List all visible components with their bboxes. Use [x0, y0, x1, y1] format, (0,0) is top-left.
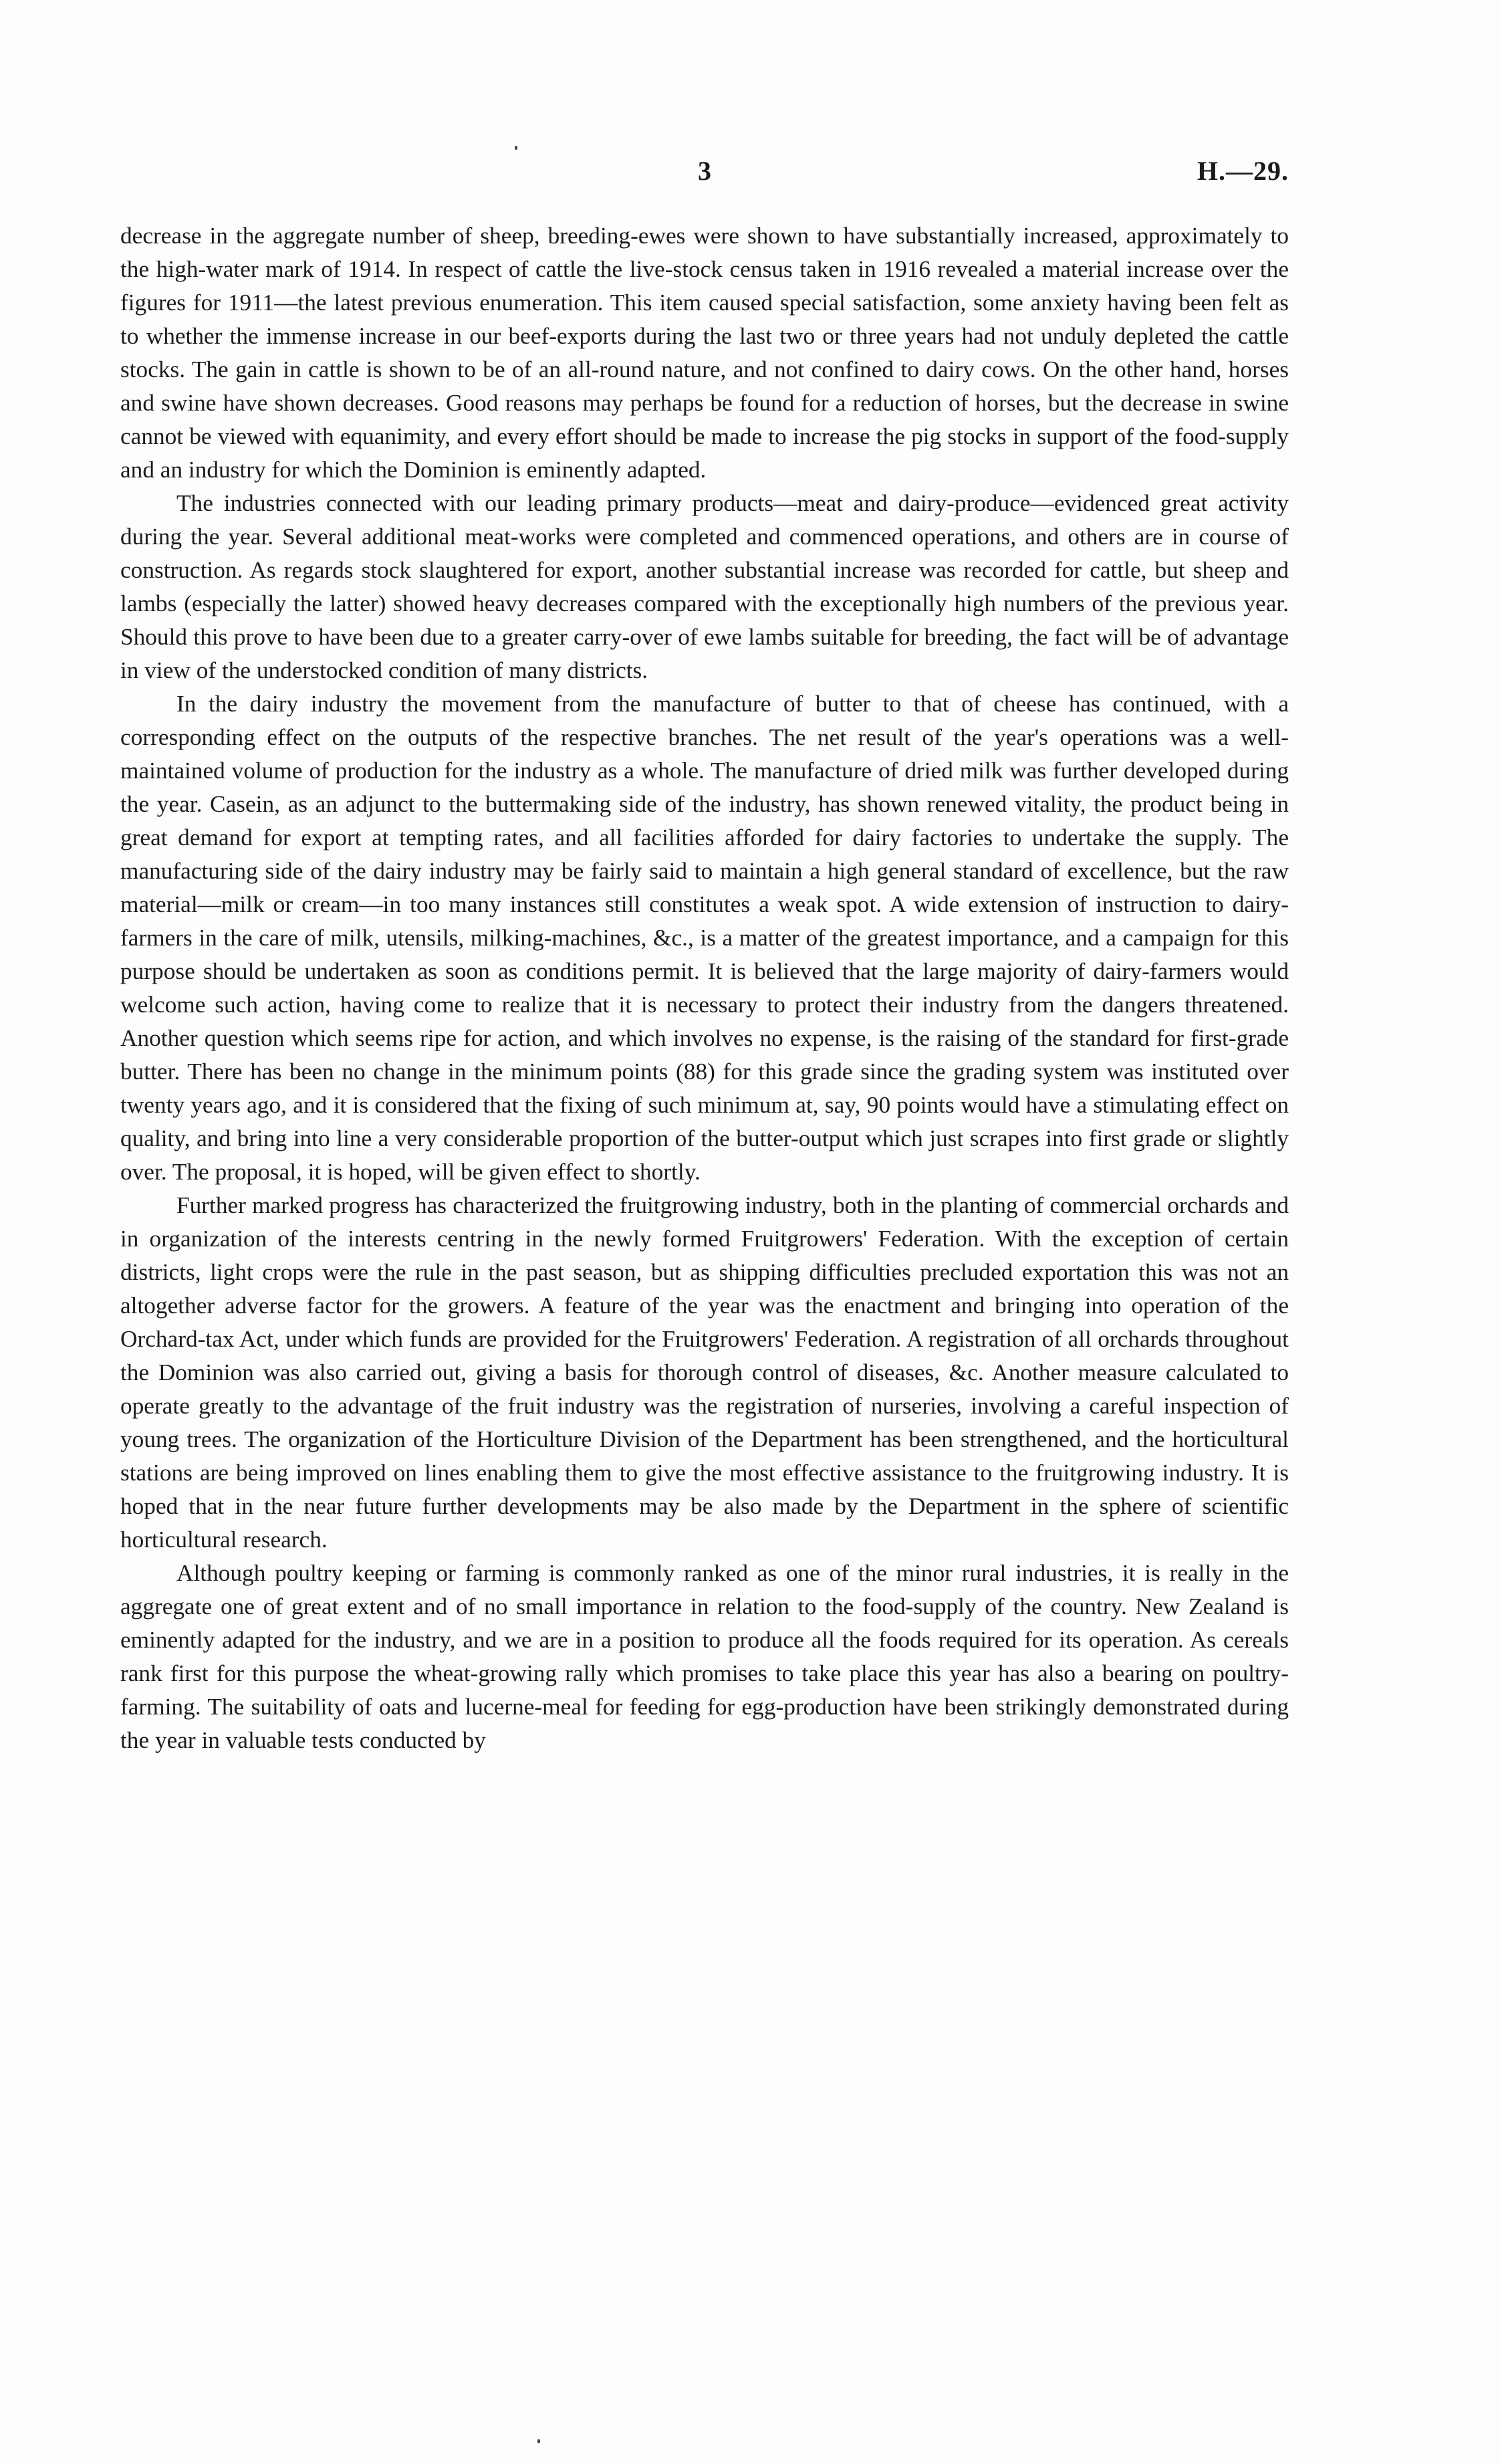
paragraph-meat-dairy: The industries connected with our leading primary products—meat and dairy-produce—evidenced great activity during the year. Several additional meat-works were completed and commenced operations, and others are in course of construction. As regards stock slaughtered for export, another substantial increase was recorded for cattle, but sheep and lambs (especially the latter) showed heavy decreases compared with the exceptionally high numbers of the previous year. Should this prove to have been due to a greater carry-over of ewe lambs suitable for breeding, the fact will be of advantage in view of the understocked condition of many districts.: [120, 490, 1289, 683]
paragraph-fruitgrowing: Further marked progress has characterized the fruitgrowing industry, both in the planting of commercial orchards and in organization of the interests centring in the newly formed Fruitgrowers' Federation. With the exception of certain districts, light crops were the rule in the past season, but as shipping difficulties precluded exportation this was not an altogether adverse factor for the growers. A feature of the year was the enactment and bringing into operation of the Orchard-tax Act, under which funds are provided for the Fruitgrowers' Federation. A registration of all orchards throughout the Dominion was also carried out, giving a basis for thorough control of diseases, &c. Another measure calculated to operate greatly to the advantage of the fruit industry was the registration of nurseries, involving a careful inspection of young trees. The organization of the Horticulture Division of the Department has been strengthened, and the horticultural stations are being improved on lines enabling them to give the most effective assistance to the fruitgrowing industry. It is hoped that in the near future further developments may be also made by the Department in the sphere of scientific horticultural research.: [120, 1192, 1289, 1553]
document-reference: H.—29.: [1197, 156, 1289, 186]
page-header: [120, 155, 1289, 195]
paragraph-dairy-industry: In the dairy industry the movement from the manufacture of butter to that of cheese has continued, with a corresponding effect on the outputs of the respective branches. The net result of the year's operations was a well-maintained volume of production for the industry as a whole. The manufacture of dried milk was further developed during the year. Casein, as an adjunct to the buttermaking side of the industry, has shown renewed vitality, the product being in great demand for export at tempting rates, and all facilities afforded for dairy factories to undertake the supply. The manufacturing side of the dairy industry may be fairly said to maintain a high general standard of excellence, but the raw material—milk or cream—in too many instances still constitutes a weak spot. A wide extension of instruction to dairy-farmers in the care of milk, utensils, milking-machines, &c., is a matter of the greatest importance, and a campaign for this purpose should be undertaken as soon as conditions permit. It is believed that the large majority of dairy-farmers would welcome such action, having come to realize that it is necessary to protect their industry from the dangers threatened. Another question which seems ripe for action, and which involves no expense, is the raising of the standard for first-grade butter. There has been no change in the minimum points (88) for this grade since the grading system was instituted over twenty years ago, and it is considered that the fixing of such minimum at, say, 90 points would have a stimulating effect on quality, and bring into line a very considerable proportion of the butter-output which just scrapes into first grade or slightly over. The proposal, it is hoped, will be given effect to shortly.: [120, 691, 1289, 1185]
ink-speck: [537, 2439, 540, 2443]
body-text: [120, 219, 1289, 1757]
paragraph-livestock: decrease in the aggregate number of sheep, breeding-ewes were shown to have substantially increased, approximately to the high-water mark of 1914. In respect of cattle the live-stock census taken in 1916 revealed a material increase over the figures for 1911—the latest previous enumeration. This item caused special satisfaction, some anxiety having been felt as to whether the immense increase in our beef-exports during the last two or three years had not unduly depleted the cattle stocks. The gain in cattle is shown to be of an all-round nature, and not confined to dairy cows. On the other hand, horses and swine have shown decreases. Good reasons may perhaps be found for a reduction of horses, but the decrease in swine cannot be viewed with equanimity, and every effort should be made to increase the pig stocks in support of the food-supply and an industry for which the Dominion is eminently adapted.: [120, 223, 1289, 483]
ink-speck: [515, 146, 517, 150]
page-number: 3: [698, 156, 711, 186]
paragraph-poultry: Although poultry keeping or farming is commonly ranked as one of the minor rural industries, it is really in the aggregate one of great extent and of no small importance in relation to the food-supply of the country. New Zealand is eminently adapted for the industry, and we are in a position to produce all the foods required for its operation. As cereals rank first for this purpose the wheat-growing rally which promises to take place this year has also a bearing on poultry-farming. The suitability of oats and lucerne-meal for feeding for egg-production have been strikingly demonstrated during the year in valuable tests conducted by: [120, 1560, 1289, 1753]
